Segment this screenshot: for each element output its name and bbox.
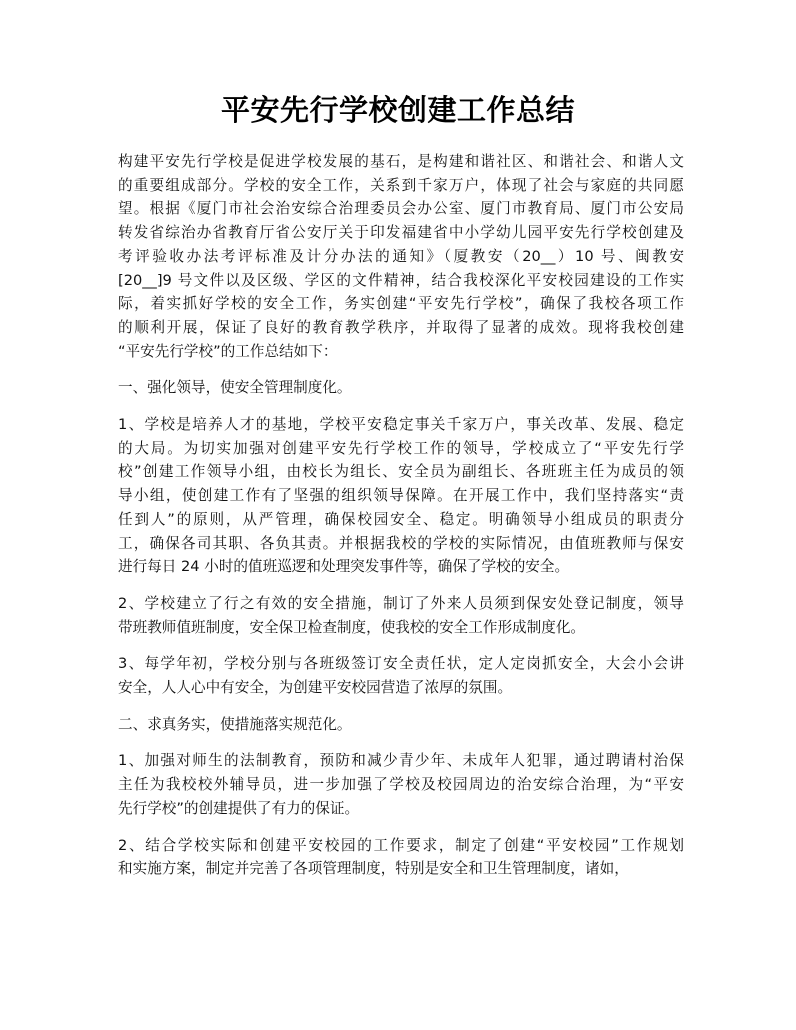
text-line: 先行学校”的创建提供了有力的保证。	[118, 799, 360, 817]
paragraph	[118, 749, 684, 820]
text-line: 主任为我校校外辅导员，进一步加强了学校及校园周边的治安综合治理，为“平安	[118, 776, 684, 794]
text-line: 导小组，使创建工作有了坚强的组织领导保障。在开展工作中，我们坚持落实“责	[118, 487, 684, 505]
text-line: 的大局。为切实加强对创建平安先行学校工作的领导，学校成立了“平安先行学	[118, 439, 684, 457]
paragraph	[118, 713, 684, 737]
paragraph	[118, 834, 684, 881]
text-line: 的顺利开展，保证了良好的教育教学秩序，并取得了显著的成效。现将我校创建	[118, 318, 684, 336]
text-line: [20__]9 号文件以及区级、学区的文件精神，结合我校深化平安校园建设的工作实	[118, 271, 684, 289]
paragraph	[118, 150, 684, 363]
text-line: 2、结合学校实际和创建平安校园的工作要求，制定了创建“平安校园”工作规划	[118, 836, 684, 854]
text-line: 2、学校建立了行之有效的安全措施，制订了外来人员须到保安处登记制度，领导	[118, 594, 684, 612]
text-line: 和实施方案，制定并完善了各项管理制度，特别是安全和卫生管理制度，诸如，	[118, 860, 629, 878]
text-line: 际，着实抓好学校的安全工作，务实创建“平安先行学校”，确保了我校各项工作	[118, 295, 684, 313]
paragraph	[118, 592, 684, 639]
text-line: 任到人”的原则，从严管理，确保校园安全、稳定。明确领导小组成员的职责分	[118, 510, 684, 528]
paragraph	[118, 413, 684, 579]
text-line: 的重要组成部分。学校的安全工作，关系到千家万户，体现了社会与家庭的共同愿	[118, 176, 684, 194]
text-line: “平安先行学校”的工作总结如下：	[118, 342, 338, 360]
text-line: 一、强化领导，使安全管理制度化。	[118, 379, 352, 397]
text-line: 校”创建工作领导小组，由校长为组长、安全员为副组长、各班班主任为成员的领	[118, 463, 684, 481]
text-line: 3、每学年初，学校分别与各班级签订安全责任状，定人定岗抓安全，大会小会讲	[118, 655, 684, 673]
paragraph	[118, 652, 684, 699]
text-line: 1、学校是培养人才的基地，学校平安稳定事关千家万户，事关改革、发展、稳定	[118, 416, 684, 434]
text-line: 构建平安先行学校是促进学校发展的基石，是构建和谐社区、和谐社会、和谐人文	[118, 153, 684, 170]
text-line: 安全，人人心中有安全，为创建平安校园营造了浓厚的氛围。	[118, 679, 513, 697]
text-line: 1、加强对师生的法制教育，预防和减少青少年、未成年人犯罪，通过聘请村治保	[118, 752, 684, 770]
text-line: 望。根据《厦门市社会治安综合治理委员会办公室、厦门市教育局、厦门市公安局	[118, 200, 684, 218]
text-line: 进行每日 24 小时的值班巡逻和处理突发事件等，确保了学校的安全。	[118, 558, 570, 576]
text-line: 转发省综治办省教育厅省公安厅关于印发福建省中小学幼儿园平安先行学校创建及	[118, 224, 684, 242]
document-body	[118, 150, 684, 894]
text-line: 考评验收办法考评标准及计分办法的通知》（厦教安（20__）10 号、闽教安	[118, 247, 684, 265]
text-line: 工，确保各司其职、各负其责。并根据我校的学校的实际情况，由值班教师与保安	[118, 534, 684, 552]
text-line: 带班教师值班制度，安全保卫检查制度，使我校的安全工作形成制度化。	[118, 618, 586, 636]
text-line: 二、求真务实，使措施落实规范化。	[118, 715, 352, 733]
paragraph	[118, 376, 684, 400]
document-title: 平安先行学校创建工作总结	[220, 93, 575, 127]
